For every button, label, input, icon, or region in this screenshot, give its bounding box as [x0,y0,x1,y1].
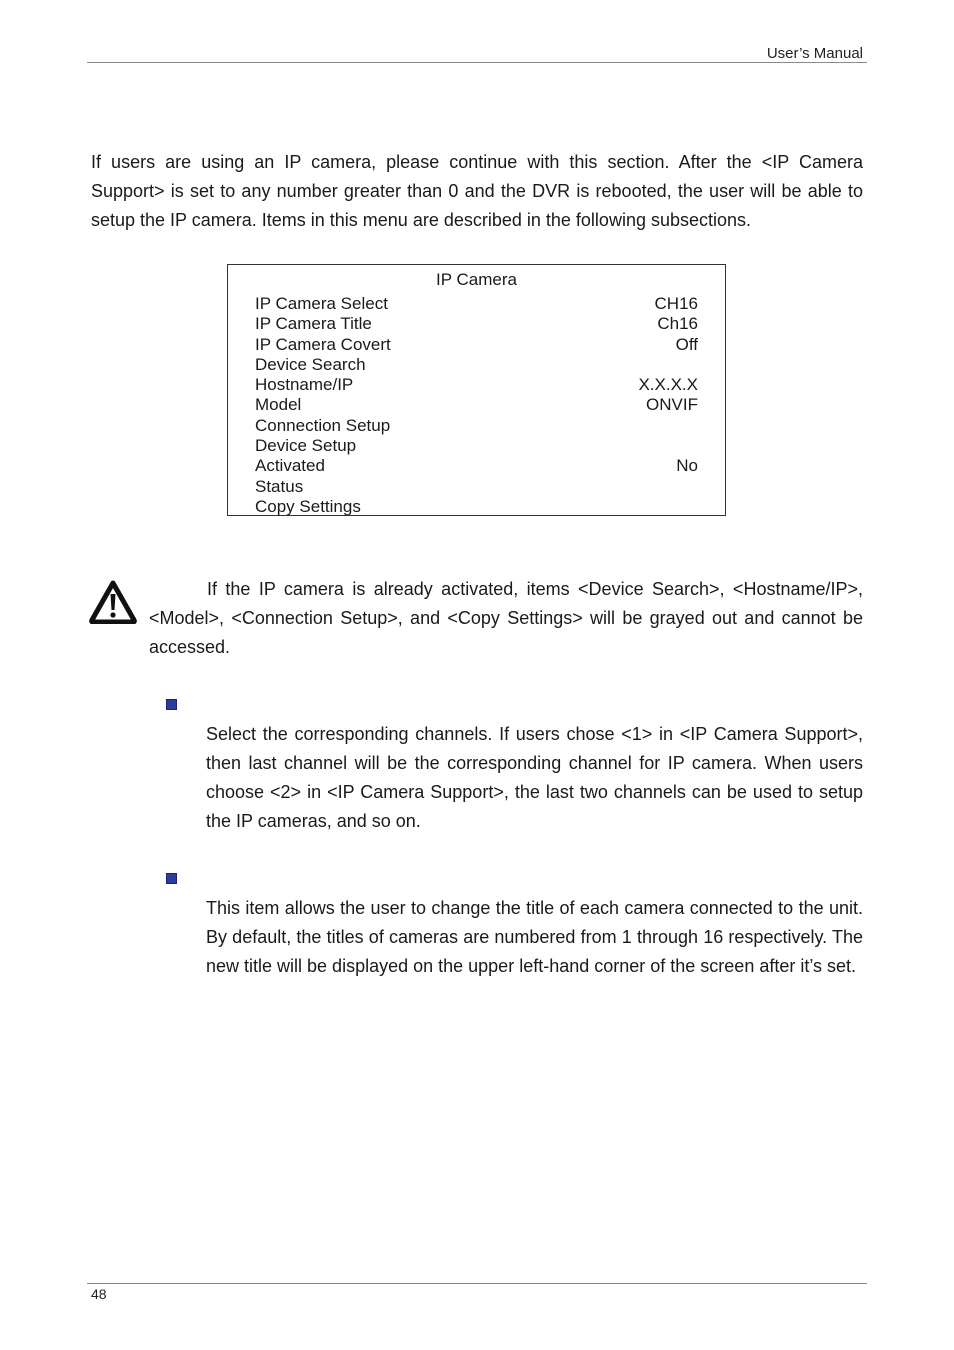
menu-row-label: Connection Setup [255,415,391,435]
menu-row-model [255,395,698,415]
header-rule [87,62,867,63]
menu-row-status [255,477,698,497]
section-bullet-icon [166,699,177,710]
menu-row-label: IP Camera Covert [255,334,391,354]
ip-camera-menu [227,264,726,516]
menu-row-ip-camera-title [255,314,698,334]
menu-row-hostname-ip [255,375,698,395]
menu-row-value: Off [675,334,698,354]
menu-row-label: Model [255,395,302,415]
menu-row-value: No [676,456,698,476]
menu-row-ip-camera-covert [255,335,698,355]
menu-row-label: IP Camera Title [255,314,372,334]
warning-icon [89,580,137,624]
menu-row-value: Ch16 [657,314,698,334]
menu-row-label: Device Search [255,354,366,374]
menu-row-label: Status [255,476,304,496]
menu-rows [255,294,698,517]
menu-row-label: Copy Settings [255,496,361,516]
menu-row-device-search [255,355,698,375]
menu-row-ip-camera-select [255,294,698,314]
running-header: User’s Manual [766,45,863,62]
menu-row-label: Activated [255,456,325,476]
warning-note: If the IP camera is already activated, items <Device Search>, <Hostname/IP>, <Model>, <Connection Setup>, and <Copy Settings> will be grayed out and cannot be accessed. [149,579,863,657]
footer-rule [87,1283,867,1284]
menu-row-copy-settings [255,497,698,517]
menu-row-label: Hostname/IP [255,375,354,395]
menu-row-activated [255,456,698,476]
section-ip-camera-select-text: Select the corresponding channels. If users chose <1> in <IP Camera Support>, then last channel will be the corresponding channel for IP camera. When users choose <2> in <IP Camera Support>, the last two channels can be used to setup the IP cameras, and so on. [206,724,863,831]
menu-row-label: Device Setup [255,436,357,456]
intro-paragraph: If users are using an IP camera, please continue with this section. After the <IP Camera Support> is set to any number greater than 0 and the DVR is rebooted, the user will be able to setup the IP camera. Items in this menu are described in the following subsections. [91,152,863,230]
section-bullet-icon [166,873,177,884]
menu-row-connection-setup [255,416,698,436]
menu-row-device-setup [255,436,698,456]
section-ip-camera-title-text: This item allows the user to change the title of each camera connected to the unit. By default, the titles of cameras are numbered from 1 through 16 respectively. The new title will be displayed on the upper left-hand corner of the screen after it’s set. [206,898,863,976]
menu-row-value: ONVIF [646,395,698,415]
menu-row-value: CH16 [654,294,698,313]
menu-title: IP Camera [436,270,517,289]
page-number: 48 [91,1286,107,1302]
menu-row-value: X.X.X.X [638,375,698,395]
menu-row-label: IP Camera Select [255,294,388,313]
